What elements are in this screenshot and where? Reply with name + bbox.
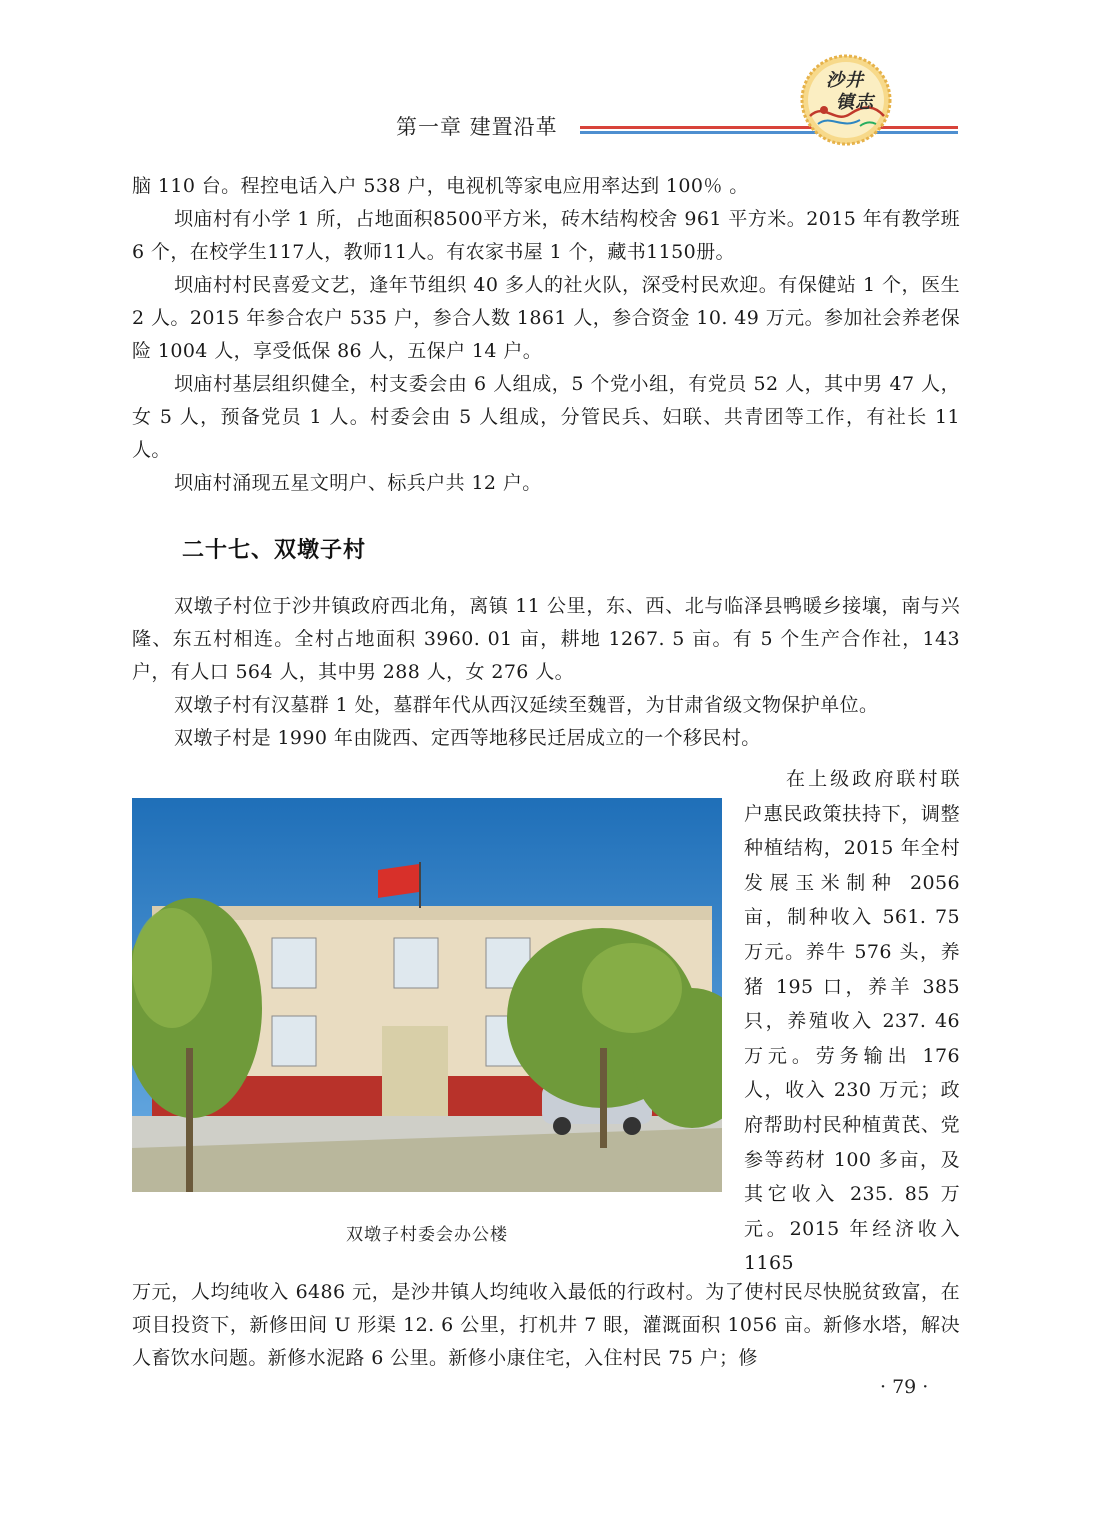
side-text-column [744, 762, 960, 1281]
seal-text-line2: 镇志 [836, 92, 874, 113]
photo-caption: 双墩子村委会办公楼 [346, 1225, 508, 1245]
paragraph: 双墩子村位于沙井镇政府西北角，离镇 11 公里，东、西、北与临泽县鸭暖乡接壤，南与兴隆、东五村相连。全村占地面积 3960. 01 亩，耕地 1267. 5 亩。有 5 个生产合作社，143 户，有人口 564 人，其中男 288 人，女 276 人。 [132, 595, 960, 683]
section-text-block [132, 590, 960, 755]
paragraph: 在上级政府联村联户惠民政策扶持下，调整种植结构，2015 年全村发展玉米制种 2056 亩，制种收入 561. 75 万元。养牛 576 头，养猪 195 口，养羊 385 只，养殖收入 237. 46 万元。劳务输出 176 人，收入 230 万元；政府帮助村民种植黄芪、党参等药材 100 多亩，及其它收入 235. 85 万元。2015 年经济收入 1165 [744, 768, 960, 1275]
paragraph: 坝庙村有小学 1 所，占地面积8500平方米，砖木结构校舍 961 平方米。2015 年有教学班 6 个，在校学生117人，教师11人。有农家书屋 1 个，藏书1150册。 [132, 208, 960, 263]
paragraph: 坝庙村村民喜爱文艺，逢年节组织 40 多人的社火队，深受村民欢迎。有保健站 1 个，医生 2 人。2015 年参合农户 535 户，参合人数 1861 人，参合资金 10. 49 万元。参加社会养老保险 1004 人，享受低保 86 人，五保户 14 户。 [132, 274, 960, 362]
section-heading: 二十七、双墩子村 [182, 538, 367, 563]
paragraph: 坝庙村涌现五星文明户、标兵户共 12 户。 [174, 472, 542, 494]
paragraph: 双墩子村有汉墓群 1 处，墓群年代从西汉延续至魏晋，为甘肃省级文物保护单位。 [174, 694, 879, 716]
paragraph: 坝庙村基层组织健全，村支委会由 6 人组成，5 个党小组，有党员 52 人，其中男 47 人，女 5 人，预备党员 1 人。村委会由 5 人组成，分管民兵、妇联、共青团等工作，有社长 11 人。 [132, 373, 960, 461]
village-office-photo [132, 798, 722, 1192]
header-rule-blue [580, 131, 958, 134]
header-rule-red [580, 126, 958, 129]
page-number: · 79 · [880, 1376, 929, 1398]
seal-text-line1: 沙井 [826, 70, 864, 91]
top-text-block [132, 170, 960, 500]
bottom-text-block [132, 1276, 960, 1375]
paragraph: 双墩子村是 1990 年由陇西、定西等地移民迁居成立的一个移民村。 [174, 727, 761, 749]
paragraph: 脑 110 台。程控电话入户 538 户，电视机等家电应用率达到 100％ 。 [132, 175, 749, 197]
chapter-title: 第一章 建置沿革 [396, 115, 558, 139]
paragraph: 万元，人均纯收入 6486 元，是沙井镇人均纯收入最低的行政村。为了使村民尽快脱贫致富，在项目投资下，新修田间 U 形渠 12. 6 公里，打机井 7 眼，灌溉面积 1056 亩。新修水塔，解决人畜饮水问题。新修水泥路 6 公里。新修小康住宅，入住村民 75 户；修 [132, 1281, 960, 1369]
page-header [0, 0, 1093, 150]
